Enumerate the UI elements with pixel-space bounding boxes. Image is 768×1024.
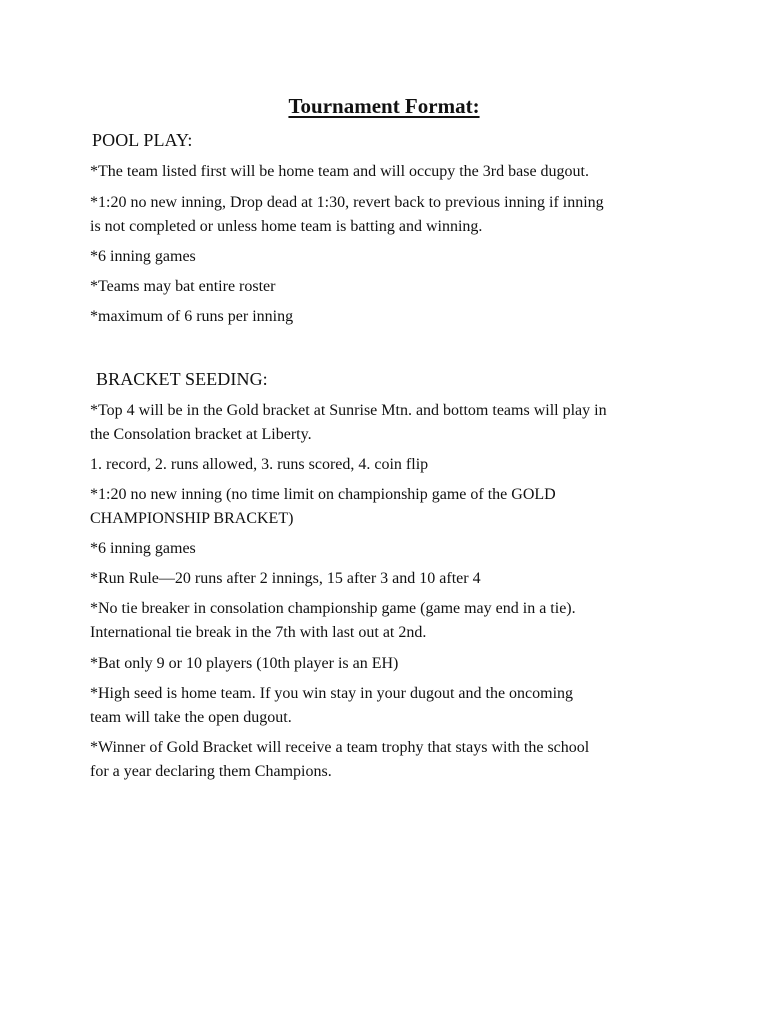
- pool-play-item: [90, 245, 690, 269]
- document-title: Tournament Format:: [288, 94, 480, 118]
- item-line: CHAMPIONSHIP BRACKET): [90, 510, 294, 527]
- item-line: *6 inning games: [90, 540, 196, 557]
- item-line: *Top 4 will be in the Gold bracket at Sunrise Mtn. and bottom teams will play in: [90, 402, 607, 419]
- item-line: *Run Rule—20 runs after 2 innings, 15 after 3 and 10 after 4: [90, 570, 481, 587]
- bracket-seeding-item: [90, 483, 690, 531]
- bracket-seeding-item: [90, 736, 690, 784]
- item-line: *maximum of 6 runs per inning: [90, 308, 294, 325]
- pool-play-item: [90, 160, 690, 184]
- pool-play-item: [90, 191, 690, 239]
- pool-play-item: [90, 305, 690, 329]
- bracket-seeding-item: [90, 682, 690, 730]
- pool-play-heading: POOL PLAY:: [92, 130, 193, 150]
- item-line: *No tie breaker in consolation championship game (game may end in a tie).: [90, 600, 576, 617]
- item-line: team will take the open dugout.: [90, 709, 292, 726]
- item-line: International tie break in the 7th with last out at 2nd.: [90, 624, 427, 641]
- bracket-seeding-item: [90, 537, 690, 561]
- item-line: *Winner of Gold Bracket will receive a team trophy that stays with the school: [90, 739, 590, 756]
- item-line: *6 inning games: [90, 248, 196, 265]
- item-line: the Consolation bracket at Liberty.: [90, 426, 312, 443]
- item-line: *1:20 no new inning, Drop dead at 1:30, revert back to previous inning if inning: [90, 194, 604, 211]
- item-line: 1. record, 2. runs allowed, 3. runs scored, 4. coin flip: [90, 456, 429, 473]
- bracket-seeding-heading: BRACKET SEEDING:: [96, 369, 268, 389]
- bracket-seeding-item: [90, 453, 690, 477]
- item-line: *The team listed first will be home team and will occupy the 3rd base dugout.: [90, 163, 589, 180]
- bracket-seeding-item: [90, 652, 690, 676]
- item-line: for a year declaring them Champions.: [90, 763, 332, 780]
- bracket-seeding-item: [90, 399, 690, 447]
- item-line: *High seed is home team. If you win stay in your dugout and the oncoming: [90, 685, 574, 702]
- item-line: *Bat only 9 or 10 players (10th player is an EH): [90, 655, 399, 672]
- item-line: *Teams may bat entire roster: [90, 278, 276, 295]
- bracket-seeding-item: [90, 597, 690, 645]
- pool-play-item: [90, 275, 690, 299]
- bracket-seeding-item: [90, 567, 690, 591]
- item-line: is not completed or unless home team is batting and winning.: [90, 218, 483, 235]
- item-line: *1:20 no new inning (no time limit on championship game of the GOLD: [90, 486, 556, 503]
